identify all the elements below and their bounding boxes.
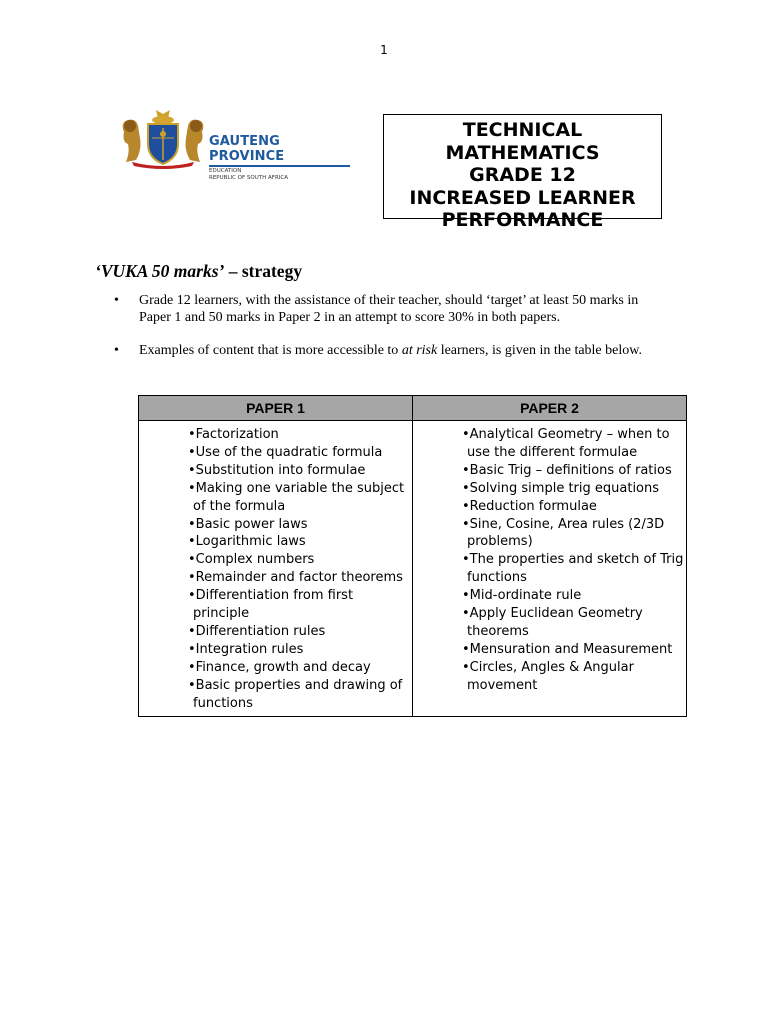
header-paper-1: PAPER 1 xyxy=(139,396,413,421)
list-item: •Apply Euclidean Geometry theorems xyxy=(462,606,643,639)
paper-2-list xyxy=(462,426,686,695)
list-item: •Solving simple trig equations xyxy=(462,480,660,496)
bullet-examples-italic: at risk xyxy=(401,343,438,358)
list-item: •Integration rules xyxy=(188,641,304,657)
list-item: •Sine, Cosine, Area rules (2/3D problems) xyxy=(462,516,665,550)
title-line-3: GRADE 12 xyxy=(469,164,576,186)
document-title-box xyxy=(383,114,662,231)
logo-subtitle-country: REPUBLIC OF SOUTH AFRICA xyxy=(209,174,288,181)
list-item: •Analytical Geometry – when to use the different formulae xyxy=(462,427,670,460)
list-item: •Differentiation from first principle xyxy=(188,588,354,622)
paper-2-cell xyxy=(413,421,687,717)
title-line-2: MATHEMATICS xyxy=(445,141,600,164)
logo-subtitle-education: EDUCATION xyxy=(209,167,242,174)
list-item: •Making one variable the subject of the formula xyxy=(188,480,405,514)
bullet-examples-pre: Examples of content that is more accessible to xyxy=(139,343,402,358)
bullet-target: • Grade 12 learners, with the assistance of their teacher, should ‘target’ at least 50 marks in Paper 1 and 50 marks in Paper 2 in an attempt to score 30% in both papers. xyxy=(110,293,670,326)
paper-1-cell xyxy=(139,421,413,717)
bullet-examples-post: learners, is given in the table below. xyxy=(437,343,642,358)
bullet-list xyxy=(110,293,670,377)
list-item: •Logarithmic laws xyxy=(188,534,306,550)
list-item: •Factorization xyxy=(188,427,279,442)
gauteng-logo xyxy=(118,108,358,181)
table-row xyxy=(139,421,687,717)
page-number: 1 xyxy=(380,43,388,57)
list-item: •Basic properties and drawing of functions xyxy=(188,677,403,711)
list-item: •Reduction formulae xyxy=(462,498,597,514)
paper-1-list xyxy=(188,426,412,713)
list-item: •Circles, Angles & Angular movement xyxy=(462,659,634,693)
list-item: •Use of the quadratic formula xyxy=(188,444,383,460)
title-line-1: TECHNICAL xyxy=(462,119,583,141)
papers-table xyxy=(138,395,687,717)
list-item: •Finance, growth and decay xyxy=(188,659,371,675)
title-line-4: INCREASED LEARNER xyxy=(409,186,636,209)
list-item: •Mid-ordinate rule xyxy=(462,588,582,604)
coat-of-arms-icon xyxy=(118,108,208,168)
logo-text xyxy=(209,134,358,182)
header-paper-2: PAPER 2 xyxy=(413,396,687,421)
title-line-5: PERFORMANCE xyxy=(441,209,604,231)
list-item: •Basic power laws xyxy=(188,516,308,532)
logo-divider xyxy=(209,165,350,167)
list-item: •Substitution into formulae xyxy=(188,462,366,478)
list-item: •Mensuration and Measurement xyxy=(462,641,673,657)
heading-rest: – strategy xyxy=(224,261,303,281)
list-item: •Differentiation rules xyxy=(188,623,326,639)
list-item: •Complex numbers xyxy=(188,552,315,568)
table-header-row xyxy=(139,396,687,421)
heading-italic: ‘VUKA 50 marks’ xyxy=(95,261,225,281)
bullet-examples xyxy=(110,343,670,360)
strategy-heading xyxy=(95,261,302,282)
logo-title: GAUTENG PROVINCE xyxy=(209,134,285,164)
list-item: •Remainder and factor theorems xyxy=(188,570,403,586)
list-item: •Basic Trig – definitions of ratios xyxy=(462,462,672,478)
list-item: •The properties and sketch of Trig functions xyxy=(462,552,684,586)
